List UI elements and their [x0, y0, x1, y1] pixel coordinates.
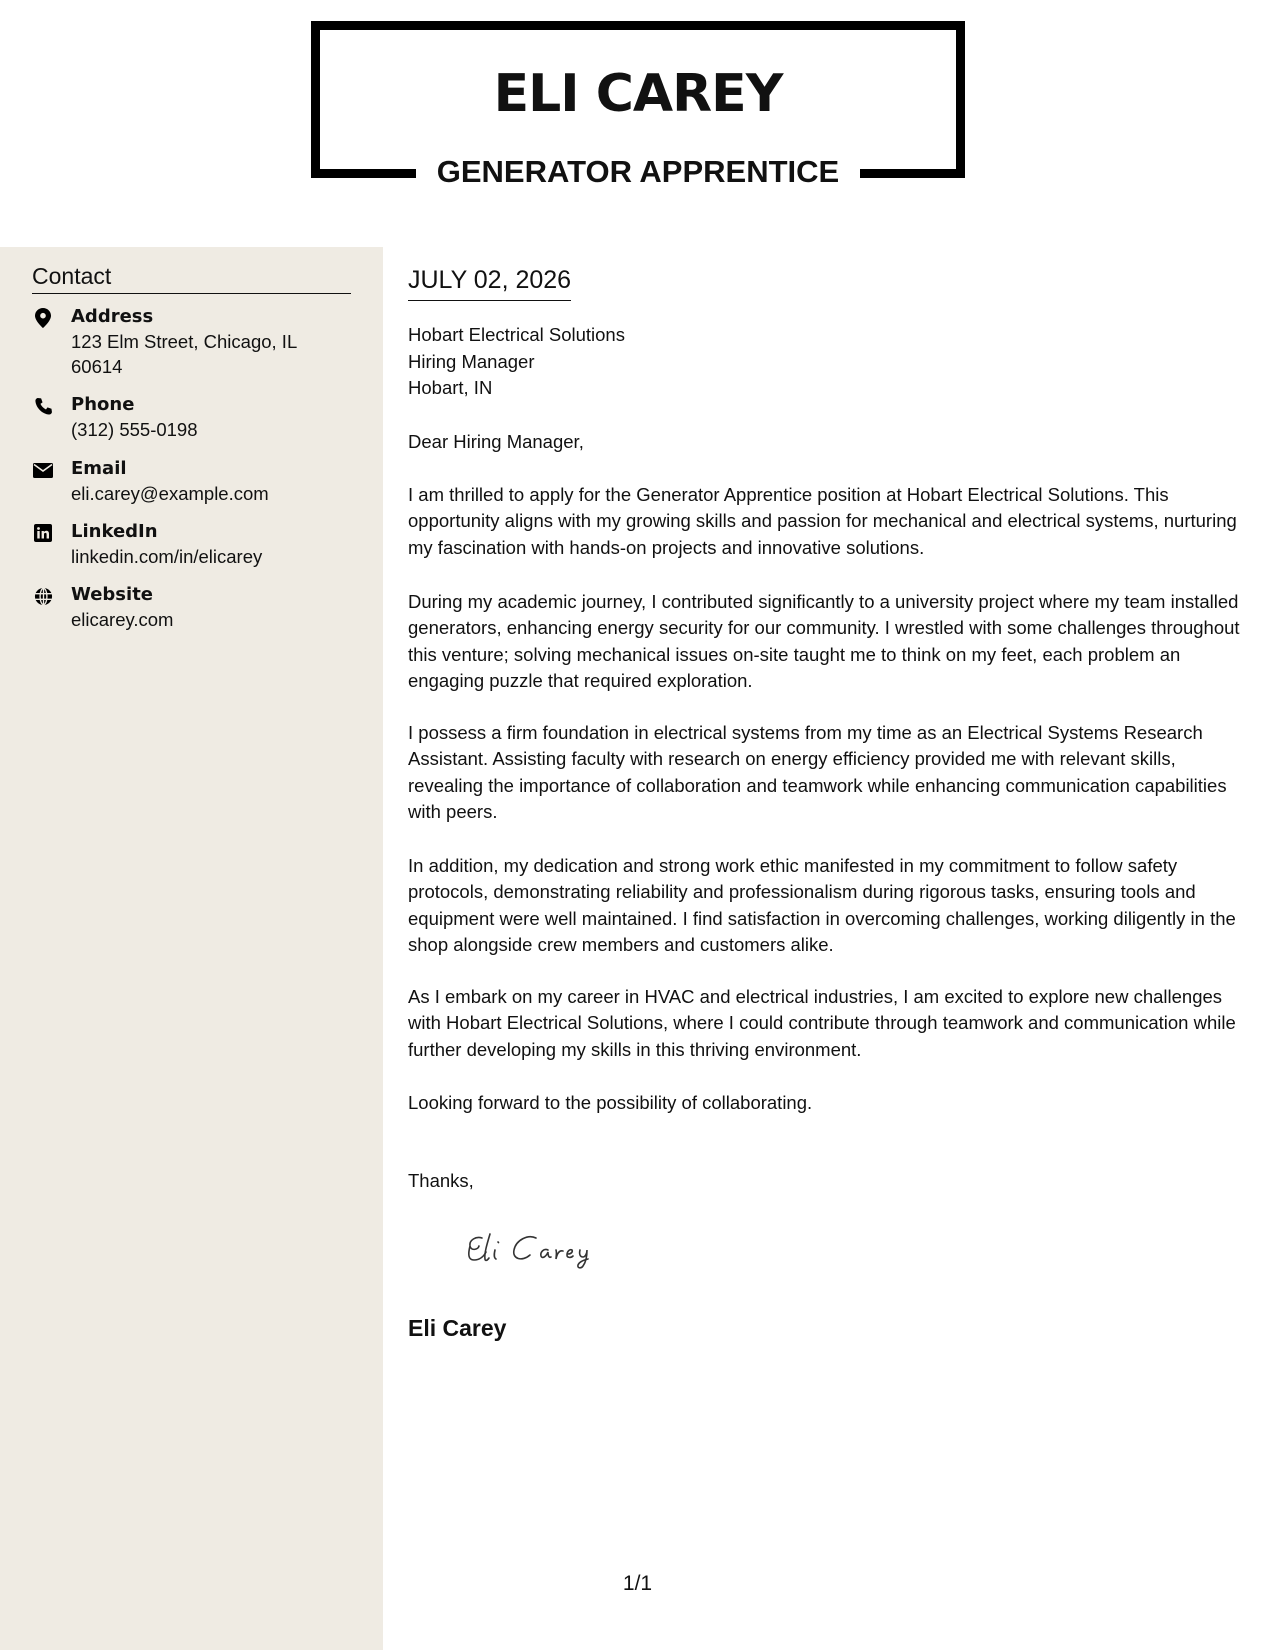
frame-top-border: [311, 21, 965, 30]
signer-name: Eli Carey: [408, 1315, 507, 1341]
globe-icon: [32, 585, 54, 607]
phone-value: (312) 555-0198: [71, 419, 198, 440]
phone-label: Phone: [71, 394, 135, 415]
email-label: Email: [71, 458, 127, 479]
linkedin-label: LinkedIn: [71, 521, 158, 542]
contact-heading: Contact: [32, 262, 351, 294]
applicant-name: ELI CAREY: [493, 64, 783, 124]
recipient-title: Hiring Manager: [408, 350, 535, 372]
address-value: 123 Elm Street, Chicago, IL 60614: [71, 331, 297, 377]
letter-paragraph: I am thrilled to apply for the Generator Apprentice position at Hobart Electrical Solutions. This opportunity aligns with my growing skills and passion for mechanical and electrical systems, nurturing my fascination with hands-on projects and innovative solutions.: [408, 484, 1237, 558]
recipient-location: Hobart, IN: [408, 377, 493, 398]
recipient-block: [408, 322, 625, 402]
website-label: Website: [71, 584, 154, 605]
letter-paragraph: In addition, my dedication and strong work ethic manifested in my commitment to follow safety protocols, demonstrating reliability and professionalism during rigorous tasks, ensuring tools and equipment were well maintained. I find satisfaction in overcoming challenges, working diligently in the shop alongside crew members and customers alike.: [408, 855, 1236, 956]
phone-icon: [32, 395, 54, 417]
website-value: elicarey.com: [71, 609, 174, 630]
letter-paragraph: During my academic journey, I contributed significantly to a university project where my team installed generators, enhancing energy security for our community. I wrestled with some challenges throughout this venture; solving mechanical issues on-site taught me to think on my feet, each problem an engaging puzzle that required exploration.: [408, 591, 1240, 692]
map-pin-icon: [32, 307, 54, 329]
signature-image: [460, 1220, 620, 1285]
envelope-icon: [32, 459, 54, 481]
letter-paragraph: I possess a firm foundation in electrical systems from my time as an Electrical Systems Research Assistant. Assisting faculty with research on energy efficiency provided me with relevant skills, revealing the importance of collaboration and teamwork while enhancing communication capabilities with peers.: [408, 722, 1227, 823]
contact-sidebar: [0, 247, 383, 1650]
letter-paragraph: Looking forward to the possibility of collaborating.: [408, 1092, 813, 1113]
letter-date: JULY 02, 2026: [408, 264, 571, 301]
job-title: GENERATOR APPRENTICE: [436, 154, 840, 189]
salutation: Dear Hiring Manager,: [408, 431, 584, 452]
address-label: Address: [71, 306, 154, 327]
linkedin-value: linkedin.com/in/elicarey: [71, 546, 263, 567]
page-indicator: 1/1: [622, 1572, 653, 1595]
email-value: eli.carey@example.com: [71, 483, 269, 504]
closing: Thanks,: [408, 1170, 474, 1191]
recipient-company: Hobart Electrical Solutions: [408, 324, 625, 345]
letter-paragraph: As I embark on my career in HVAC and electrical industries, I am excited to explore new challenges with Hobart Electrical Solutions, where I could contribute through teamwork and communication while further developing my skills in this thriving environment.: [408, 986, 1236, 1060]
linkedin-icon: [32, 522, 54, 544]
